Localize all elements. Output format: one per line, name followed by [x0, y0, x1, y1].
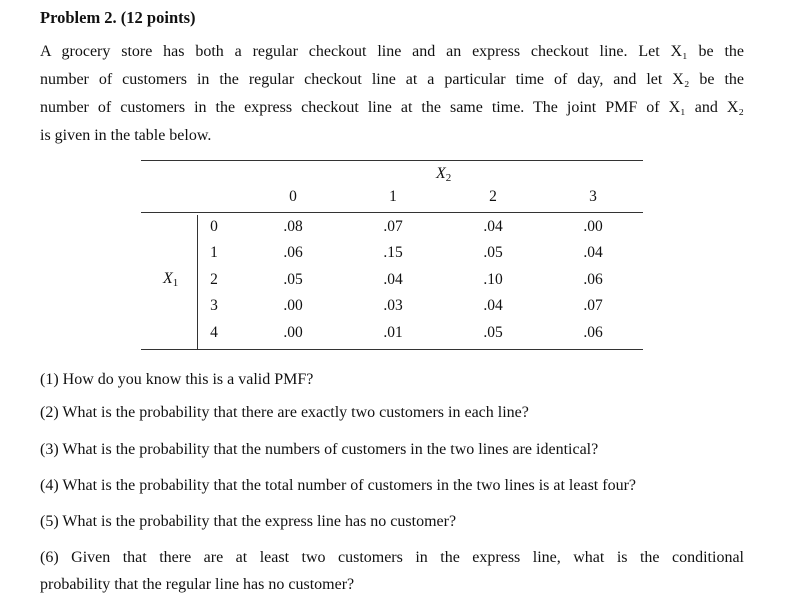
table-cell: .15	[383, 244, 403, 261]
table-cell: .07	[383, 218, 403, 235]
column-variable-label: $X_2$	[436, 165, 452, 184]
table-cell: .10	[483, 271, 503, 288]
col-header: 2	[489, 188, 497, 205]
question-4: (4) What is the probability that the total number of customers in the two lines is at least four?	[40, 477, 637, 494]
table-cell: .01	[383, 324, 403, 341]
intro-line-1: A grocery store has both a regular checkout line and an express checkout line. Let X₁ be the	[40, 43, 744, 60]
table-cell: .06	[283, 244, 303, 261]
question-3: (3) What is the probability that the numbers of customers in the two lines are identical?	[40, 441, 599, 458]
table-cell: .04	[483, 297, 503, 314]
table-cell: .00	[283, 324, 303, 341]
intro-line-4: is given in the table below.	[40, 127, 212, 144]
question-6-line-2: probability that the regular line has no customer?	[40, 576, 355, 593]
table-cell: .05	[283, 271, 303, 288]
problem-heading: Problem 2. (12 points)	[40, 8, 196, 27]
table-cell: .04	[383, 271, 403, 288]
table-bottom-rule	[141, 349, 643, 350]
table-cell: .04	[583, 244, 603, 261]
table-cell: .05	[483, 324, 503, 341]
question-5: (5) What is the probability that the express line has no customer?	[40, 513, 457, 530]
table-cell: .05	[483, 244, 503, 261]
row-header: 0	[210, 218, 218, 235]
row-header: 2	[210, 271, 218, 288]
row-header: 4	[210, 324, 218, 341]
row-header: 3	[210, 297, 218, 314]
table-cell: .00	[283, 297, 303, 314]
table-cell: .08	[283, 218, 303, 235]
col-header: 0	[289, 188, 297, 205]
col-header: 3	[589, 188, 597, 205]
row-variable-label: $X_1$	[163, 270, 179, 289]
table-top-rule	[141, 160, 643, 161]
table-cell: .03	[383, 297, 403, 314]
col-header: 1	[389, 188, 397, 205]
table-cell: .00	[583, 218, 603, 235]
row-header: 1	[210, 244, 218, 261]
table-cell: .06	[583, 324, 603, 341]
question-1: (1) How do you know this is a valid PMF?	[40, 371, 314, 388]
question-6-line-1: (6) Given that there are at least two customers in the express line, what is the conditional	[40, 549, 744, 566]
table-header-rule	[141, 212, 643, 213]
table-cell: .07	[583, 297, 603, 314]
intro-line-3: number of customers in the express checkout line at the same time. The joint PMF of X₁ and X₂	[40, 99, 744, 116]
intro-line-2: number of customers in the regular checkout line at a particular time of day, and let X₂ be the	[40, 71, 744, 88]
table-cell: .04	[483, 218, 503, 235]
question-2: (2) What is the probability that there are exactly two customers in each line?	[40, 404, 529, 421]
table-cell: .06	[583, 271, 603, 288]
